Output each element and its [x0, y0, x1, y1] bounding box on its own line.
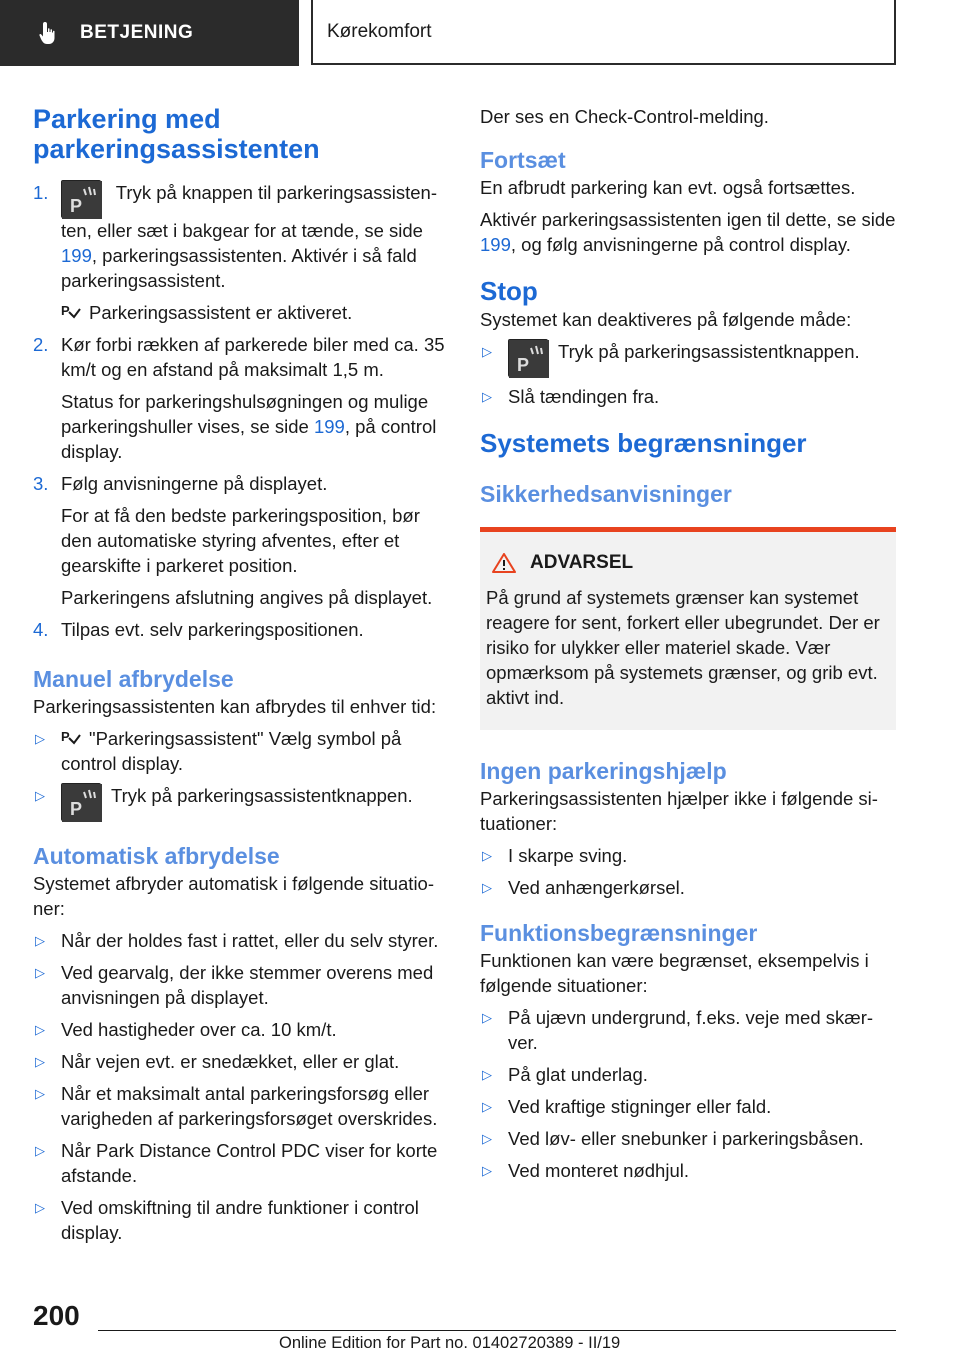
left-column	[33, 100, 448, 1252]
warning-text: På grund af systemets grænser kan systemet reagere for sent, forkert eller ubegrundet. Der er risiko for ulykker eller materiel skade. Vær opmærksom på systemets grænser, og grib evt. aktivt ind.	[486, 587, 880, 708]
hand-pointer-icon	[36, 19, 64, 47]
manual-heading: Manuel afbrydelse	[33, 666, 234, 692]
list-item: ▷ Ved hastigheder over ca. 10 km/t.	[35, 1019, 337, 1040]
step-1-note: P Parkeringsassistent er aktiveret.	[61, 302, 353, 323]
svg-text:P: P	[70, 196, 83, 216]
parking-assist-symbol-icon	[61, 728, 81, 748]
list-item: ▷ Ved omskiftning til andre funktioner i control display.	[35, 1197, 419, 1243]
step-4: 4. Tilpas evt. selv parkeringspositionen.	[33, 619, 364, 640]
list-item: ▷ P "Parkeringsassistent" Vælg symbol på control display.	[35, 728, 402, 774]
bullet-triangle-icon: ▷	[482, 1163, 492, 1178]
page-header	[0, 0, 960, 66]
warning-box	[480, 527, 896, 730]
list-item: ▷ Slå tændingen fra.	[482, 386, 660, 407]
auto-intro: Systemet afbryder automatisk i følgende situationer:	[33, 873, 435, 919]
bullet-triangle-icon: ▷	[35, 1143, 45, 1158]
continue-text: Aktivér parkeringsassistenten igen til dette, se side 199, og følg anvisningerne på control display.	[480, 209, 896, 255]
step-1: 1. P Tryk på knappen til parkeringsassistenten, eller sæt i bakgear for at tænde, se side 199, parkeringsassistenten. Aktivér i så fald parkeringsassistent.	[33, 182, 437, 291]
edition-text: Online Edition for Part no. 01402720389 - II/19	[279, 1334, 621, 1352]
bullet-triangle-icon: ▷	[35, 1022, 45, 1037]
list-item: ▷ Når vejen evt. er snedækket, eller er glat.	[35, 1051, 400, 1072]
right-column: Der ses en Check-Control-melding. Fortsæt En afbrudt parkering kan evt. også fortsættes. Aktivér parkeringsassistenten igen til dette, se side 199, og følg anvisningerne på control display. Stop Systemet kan deaktiveres på følgende måde: ▷ P Tryk på parkeringsassistentknappen. ▷ Slå tændingen fra. Systemets begrænsninger Sikkerhedsanvisninger ADVARSEL På grund af systemets grænser kan systemet reagere for sent, forkert eller ubegrundet. Der er risiko for ulykker eller materiel skade. Vær opmærksom på systemets grænser, og grib evt. aktivt ind. Ingen parkeringshjælp Parkeringsassistenten hjælper ikke i følgende situationer: ▷ I skarpe sving. ▷ Ved anhængerkørsel. Funktionsbegrænsninger Funktionen kan være begrænset, eksempelvis i følgende situationer: ▷ På ujævn undergrund, f.eks. veje med skærver. ▷ På glat underlag. ▷ Ved kraftige stigninger eller fald. ▷ Ved løv- eller snebunker i parkeringsbåsen. ▷ Ved monteret nødhjul.	[480, 106, 896, 1181]
bullet-triangle-icon: ▷	[35, 1200, 45, 1215]
step-number: 1.	[33, 182, 49, 203]
parking-assist-button-icon	[61, 180, 101, 218]
funclimits-heading: Funktionsbegrænsninger	[480, 920, 758, 946]
bullet-triangle-icon: ▷	[35, 1086, 45, 1101]
bullet-triangle-icon: ▷	[482, 1067, 492, 1082]
step-2: 2. Kør forbi rækken af parkerede biler med ca. 35 km/t og en afstand på maksimalt 1,5 m.	[33, 334, 445, 380]
svg-text:P: P	[70, 799, 83, 819]
bullet-triangle-icon: ▷	[482, 880, 492, 895]
bullet-triangle-icon: ▷	[35, 933, 45, 948]
bullet-triangle-icon: ▷	[35, 1054, 45, 1069]
list-item: ▷ P Tryk på parkeringsassistentknappen.	[480, 339, 896, 377]
list-item: ▷ Når Park Distance Control PDC viser for korte afstande.	[35, 1140, 438, 1186]
list-item: ▷ Når der holdes fast i rattet, eller du selv styrer.	[35, 930, 439, 951]
list-item: ▷ I skarpe sving.	[482, 845, 628, 866]
svg-text:P: P	[517, 355, 530, 375]
footer-divider	[98, 1330, 896, 1331]
step-3-note-2: Parkeringens afslutning angives på displayet.	[61, 587, 433, 608]
list-item: ▷ Når et maksimalt antal parkeringsforsøg eller varigheden af parkeringsforsøget overskrides.	[35, 1083, 438, 1129]
step-2-note: Status for parkeringshulsøgningen og mulige parkeringshuller vises, se side 199, på control display.	[61, 391, 437, 462]
section-label: BETJENING	[80, 22, 194, 43]
auto-list	[33, 928, 448, 1245]
list-item: ▷ Ved løv- eller snebunker i parkeringsbåsen.	[482, 1128, 864, 1149]
warning-title: ADVARSEL	[530, 552, 634, 573]
list-item: ▷ Ved monteret nødhjul.	[482, 1160, 689, 1181]
warning-triangle-icon	[492, 553, 516, 573]
bullet-triangle-icon: ▷	[35, 731, 45, 746]
page-link[interactable]: 199	[61, 245, 92, 266]
bullet-triangle-icon: ▷	[482, 1131, 492, 1146]
chapter-title: Kørekomfort	[311, 0, 896, 65]
list-item: ▷ På ujævn undergrund, f.eks. veje med skærver.	[482, 1007, 874, 1053]
list-item: ▷ Ved gearvalg, der ikke stemmer overens med anvisningen på displayet.	[35, 962, 434, 1008]
parking-assist-button-icon	[61, 783, 101, 821]
section-tab	[0, 0, 299, 66]
list-item: ▷ Ved kraftige stigninger eller fald.	[482, 1096, 772, 1117]
list-item: ▷ P Tryk på parkeringsassistentknappen.	[33, 783, 448, 821]
page-title: Parkering med parkeringsassistenten	[33, 104, 320, 164]
page-link[interactable]: 199	[313, 416, 345, 437]
continue-heading: Fortsæt	[480, 147, 566, 173]
step-3-note: For at få den bedste parkeringsposition, bør den automatiske styring afventes, efter et gearskifte i parkeret position.	[61, 505, 420, 576]
list-item: ▷ Ved anhængerkørsel.	[482, 877, 685, 898]
auto-heading: Automatisk afbrydelse	[33, 843, 280, 869]
list-item: ▷ På glat underlag.	[482, 1064, 648, 1085]
nohelp-heading: Ingen parkeringshjælp	[480, 758, 727, 784]
bullet-triangle-icon: ▷	[482, 1099, 492, 1114]
svg-text:P: P	[61, 303, 70, 318]
manual-intro: Parkeringsassistenten kan afbrydes til enhver tid:	[33, 696, 437, 717]
svg-text:P: P	[61, 729, 70, 744]
limits-heading: Systemets begrænsninger	[480, 428, 807, 458]
nohelp-list	[480, 843, 896, 900]
stop-heading: Stop	[480, 276, 538, 306]
func-list	[480, 1005, 896, 1183]
safety-heading: Sikkerhedsanvisninger	[480, 481, 732, 507]
bullet-triangle-icon: ▷	[482, 848, 492, 863]
page-number: 200	[33, 1300, 80, 1331]
page-link[interactable]: 199	[480, 234, 511, 255]
parking-assist-button-icon	[508, 339, 548, 377]
step-3: 3. Følg anvisningerne på displayet.	[33, 473, 328, 494]
bullet-triangle-icon: ▷	[482, 1010, 492, 1025]
bullet-triangle-icon: ▷	[35, 965, 45, 980]
check-control-text: Der ses en Check-Control-melding.	[480, 106, 769, 127]
parking-assist-active-icon	[61, 302, 81, 322]
